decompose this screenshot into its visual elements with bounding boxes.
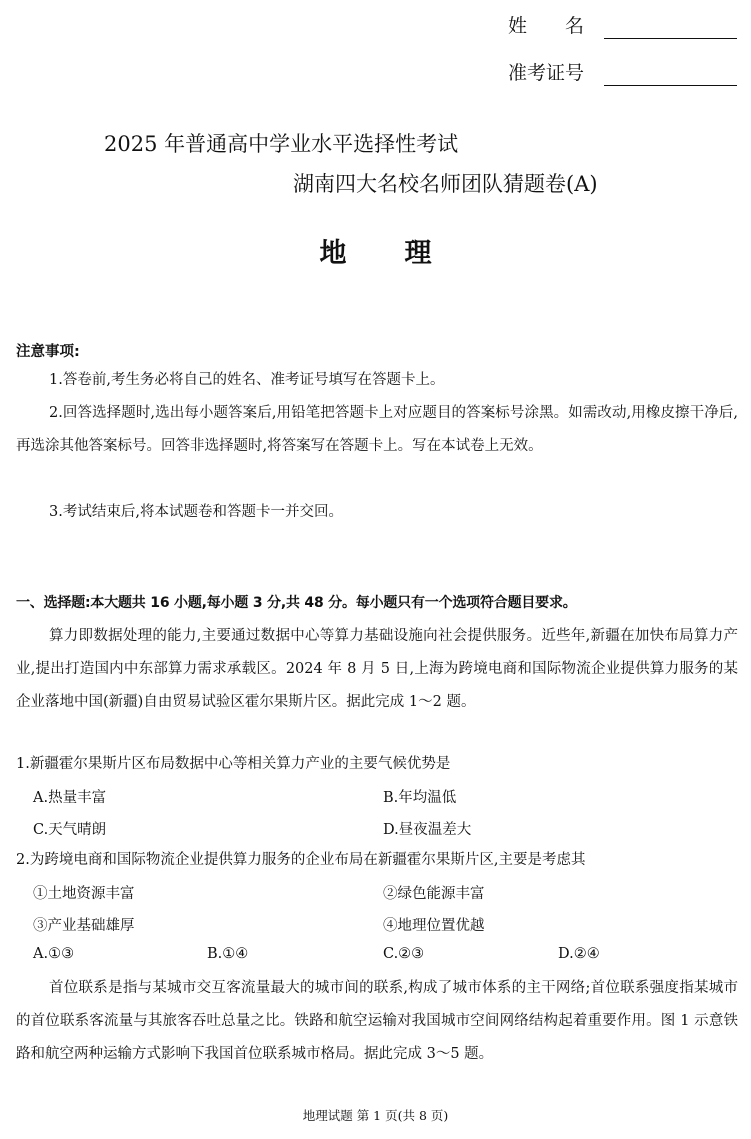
note-item-1: 1.答卷前,考生务必将自己的姓名、准考证号填写在答题卡上。 (49, 372, 445, 388)
exam-id-blank-line (604, 85, 737, 86)
question-1-stem: 1.新疆霍尔果斯片区布局数据中心等相关算力产业的主要气候优势是 (16, 756, 451, 772)
exam-title-line1: 2025 年普通高中学业水平选择性考试 (104, 132, 459, 156)
name-label: 姓 名 (508, 15, 585, 37)
q2-item-1: ①土地资源丰富 (33, 886, 135, 902)
q2-option-b: B.①④ (207, 946, 249, 962)
notes-heading: 注意事项: (16, 344, 80, 360)
exam-id-label: 准考证号 (508, 62, 585, 84)
question-2-stem: 2.为跨境电商和国际物流企业提供算力服务的企业布局在新疆霍尔果斯片区,主要是考虑其 (16, 852, 586, 868)
q2-option-c: C.②③ (383, 946, 425, 962)
section-heading: 一、选择题:本大题共 16 小题,每小题 3 分,共 48 分。每小题只有一个选项符合题目要求。 (16, 595, 577, 611)
q1-option-b: B.年均温低 (383, 790, 457, 806)
passage-2: 首位联系是指与某城市交互客流量最大的城市间的联系,构成了城市体系的主干网络;首位联系强度指某城市的首位联系客流量与其旅客吞吐总量之比。铁路和航空运输对我国城市空间网络结构起着重要作用。图 1 示意铁路和航空两种运输方式影响下我国首位联系城市格局。据此完成 3～5 题。 (16, 980, 738, 1062)
name-blank-line (604, 38, 737, 39)
q1-option-c: C.天气晴朗 (33, 822, 107, 838)
q2-option-d: D.②④ (558, 946, 600, 962)
q1-option-d: D.昼夜温差大 (383, 822, 472, 838)
q2-item-2: ②绿色能源丰富 (383, 886, 485, 902)
q2-item-4: ④地理位置优越 (383, 918, 485, 934)
q2-item-3: ③产业基础雄厚 (33, 918, 135, 934)
note-item-2: 2.回答选择题时,选出每小题答案后,用铅笔把答题卡上对应题目的答案标号涂黑。如需改动,用橡皮擦干净后,再选涂其他答案标号。回答非选择题时,将答案写在答题卡上。写在本试卷上无效。 (16, 405, 738, 454)
page-footer: 地理试题 第 1 页(共 8 页) (302, 1108, 449, 1123)
subject-title: 地理 (319, 238, 490, 269)
q2-option-a: A.①③ (33, 946, 75, 962)
exam-title-line2: 湖南四大名校名师团队猜题卷(A) (293, 172, 598, 196)
passage-1: 算力即数据处理的能力,主要通过数据中心等算力基础设施向社会提供服务。近些年,新疆在加快布局算力产业,提出打造国内中东部算力需求承载区。2024 年 8 月 5 日,上海为跨境电商和国际物流企业提供算力服务的某企业落地中国(新疆)自由贸易试验区霍尔果斯片区。据此完成 1～2 题。 (16, 628, 738, 710)
note-item-3: 3.考试结束后,将本试题卷和答题卡一并交回。 (49, 504, 343, 520)
q1-option-a: A.热量丰富 (33, 790, 107, 806)
